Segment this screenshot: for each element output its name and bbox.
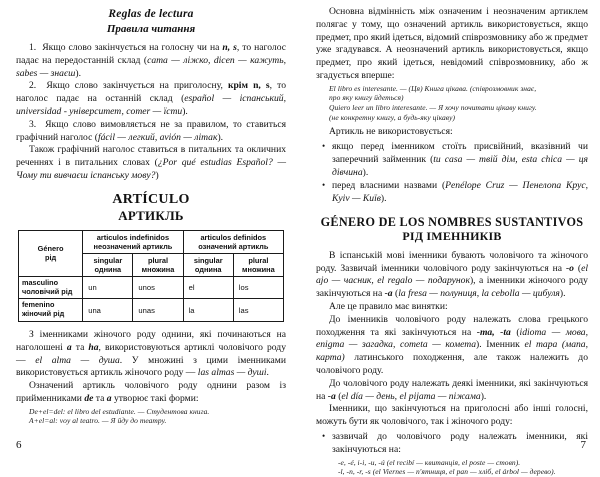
paragraph-consonant-endings: Іменники, що закінчуються на приголосні або інші голосні, можуть бути як чоловічого, так і жіночого роду: — [316, 403, 588, 428]
cell-masc-indef-plural: unos — [133, 276, 183, 299]
rule-3-text-c: ). — [217, 131, 224, 143]
table-row — [19, 299, 284, 322]
def-plural-es: plural — [248, 255, 269, 265]
alma-text-e: . — [266, 367, 269, 379]
rule-2-text-b: , то наголос падає на останній склад ( — [16, 80, 287, 105]
bullet-2-example: Penélope Cruz — Пенелопа Крус, Kyiv — Київ — [332, 180, 589, 205]
greek-example-mapa: el mapa (мапа, карта) — [316, 339, 588, 364]
definite-header-es: articulos definidos — [200, 232, 267, 242]
bullet-2-text-a: перед власними назвами ( — [332, 180, 446, 192]
gender-text-e: ). — [559, 288, 566, 300]
paragraph-contractions — [16, 380, 286, 406]
paragraph-article-difference: Основна відмінність між означеним і неозначеним артиклем полягає у тому, що означений артикль використовується, якщо предмет, про який ідеться, відомий співрозмовнику або ж предмет уже згадувався. А неозначений артикль використовується, якщо предмет, про який ідеться, невідомий співрозмовнику, або ж згадується вперше: — [316, 6, 588, 81]
reading-rule-3 — [16, 119, 286, 145]
alma-example: el alma — душа — [35, 354, 120, 366]
consonant-example-vowels: -e, -é, i-i, -u, -ú (el recibí — квитанція, el poste — стовп). — [338, 457, 521, 467]
gender-text-b: ( — [573, 262, 582, 274]
example-el-libro-line1: El libro es interesante. — (Ця) Книга цікава. (співрозмовник знає, — [329, 83, 537, 93]
indef-singular-es: singular — [93, 255, 123, 265]
row-gender-feminine — [19, 299, 83, 322]
rule-3-text-a: Якщо слово вимовляється не за правилом, то ставиться графічний наголос ( — [16, 118, 286, 143]
indefinite-header-es: articulos indefinidos — [96, 232, 170, 242]
greek-text-a: До іменників чоловічого роду належать слова грецького походження та які закінчуються на — [316, 313, 588, 338]
reading-rule-2 — [16, 80, 286, 118]
exceptions-lead: Але це правило має винятки: — [329, 300, 448, 312]
gender-header-uk: рід — [44, 253, 57, 263]
bullet-1-example: tu casa — твій дім, esta chica — ця дівчина — [332, 153, 588, 178]
rule-3-example: fácil — легкий, avión — літак — [97, 131, 218, 143]
accent-text-a: Також графічний наголос ставиться в питальних та окличних реченнях і в питальних словах ( — [16, 144, 286, 169]
left-page — [0, 0, 300, 458]
rule-2-bold-a: крім n, s — [227, 80, 270, 92]
rule-1-example: cama — ліжко, dicen — кажуть, sabes — знаєш — [16, 54, 286, 79]
table-header-def-plural — [233, 253, 283, 276]
articles-table — [18, 230, 284, 322]
accent-text-b: ) — [155, 169, 159, 181]
right-page — [300, 0, 600, 477]
table-header-def-singular — [183, 253, 233, 276]
cell-fem-indef-singular: una — [83, 299, 133, 322]
dia-examples: el día — день, el pijama — піжама — [341, 390, 481, 402]
feminine-uk: жіночий рід — [22, 309, 65, 319]
rule-1-text-b: , то наголос падає на передостанній склад ( — [16, 41, 287, 66]
rule-2-example: español — іспанський, universidad - університет, comer — їсти — [16, 93, 286, 117]
de-text-a: Означений артикль чоловічого роду однини разом із прийменниками — [16, 380, 286, 404]
section-heading-genero: GÉNERO DE LOS NOMBRES SUSTANTIVOS — [320, 214, 584, 229]
indefinite-header-uk: неозначений артикль — [93, 241, 173, 251]
greek-text-d: латинського походження, але також належить до чоловічого роду. — [316, 352, 588, 376]
gender-text-c: ), а іменники жіночого роду закінчуються на — [316, 275, 588, 300]
alma-text-c: , використовуються артиклі чоловічого роду — — [16, 341, 286, 366]
rule-1-text-a: Якщо слово закінчується на голосну чи на — [42, 41, 223, 53]
graphic-accent-paragraph — [16, 144, 286, 182]
page-number-left: 6 — [16, 439, 22, 451]
definite-header-uk: означений артикль — [198, 241, 269, 251]
table-header-definite — [183, 230, 283, 253]
bullet-2-text-b: ). — [380, 193, 387, 205]
dia-text-c: ). — [480, 390, 487, 402]
cell-masc-def-singular: el — [183, 276, 233, 299]
page-number-right: 7 — [580, 439, 586, 451]
rule-1-text-c: ). — [75, 67, 81, 79]
cell-masc-def-plural: los — [233, 276, 283, 299]
dia-text-b: ( — [335, 390, 342, 402]
masculine-es: masculino — [22, 277, 59, 287]
cell-masc-indef-singular: un — [83, 276, 133, 299]
section-heading-articulo: ARTÍCULO — [112, 191, 190, 207]
de-bold: de — [84, 392, 94, 404]
greek-text-b: ( — [510, 326, 520, 338]
gender-bold-o: -o — [565, 262, 574, 274]
contraction-example-al: A+el=al: voy al teatro. — Я йду до театру. — [29, 416, 167, 426]
cell-fem-def-plural: las — [233, 299, 283, 322]
de-text-c: утворює такі форми: — [111, 392, 199, 404]
no-article-lead: Артикль не використовується: — [329, 126, 453, 138]
table-header-gender — [19, 230, 83, 276]
consonant-bullet-list — [316, 431, 588, 457]
feminine-es: femenino — [22, 300, 55, 310]
alma-bold-a: a — [66, 341, 72, 353]
gender-example-fem: la fresa — полуниця, la cebolla — цибуля — [398, 288, 560, 300]
gender-bold-a: -a — [384, 288, 393, 300]
table-header-indefinite — [83, 230, 183, 253]
rule-2-text-c: ). — [182, 105, 188, 117]
gender-text-d: ( — [392, 288, 399, 300]
consonant-example-consonants: -l, -n, -r, -s (el Viernes — п'ятниця, el pan — хліб, el árbol — дерево). — [338, 467, 556, 477]
rule-2-text-a: Якщо слово закінчується на приголосну, — [46, 80, 228, 92]
rule-1-bold-a: n, s — [222, 41, 237, 53]
cell-fem-def-singular: la — [183, 299, 233, 322]
page-title-ukrainian: Правила читання — [106, 22, 196, 35]
example-el-libro-line2: про яку книгу йдеться) — [329, 93, 404, 103]
indef-singular-uk: однина — [94, 264, 122, 274]
def-plural-uk: множина — [242, 264, 275, 274]
gender-text-a: В іспанській мові іменники бувають чоловічого та жіночого роду. Зазвичай іменники чоловічого роду закінчуються на — [316, 249, 588, 274]
table-header-row-groups — [19, 230, 284, 253]
section-heading-artykl: АРТИКЛЬ — [118, 207, 184, 223]
contraction-example-del: De+el=del: el libro del estudiante. — Студентова книга. — [29, 406, 210, 416]
masculine-uk: чоловічий рід — [22, 286, 73, 296]
def-singular-es: singular — [193, 255, 223, 265]
indef-plural-uk: множина — [141, 264, 175, 274]
bullet-1-text-a: якщо перед іменником стоїть присвійний, вказівний чи заперечний займенник ( — [332, 140, 588, 165]
paragraph-greek-origin — [316, 314, 588, 378]
greek-examples: idioma — мова, enigma — загадка, cometa — комета — [316, 326, 588, 351]
bullet-1-text-b: ). — [362, 166, 369, 178]
example-quiero-leer-line2: (не конкретну книгу, а будь-яку цікаву) — [329, 112, 455, 122]
alma-text-d: . У множині з цими іменниками використовується артикль жіночого роду — — [16, 354, 286, 379]
example-quiero-leer-line1: Quiero leer un libro interesante. — Я хочу почитати цікаву книгу. — [329, 102, 537, 112]
section-heading-rid-imennykiv: РІД ІМЕННИКІВ — [402, 228, 502, 243]
list-item — [316, 180, 588, 206]
de-text-b: та — [93, 392, 107, 404]
dia-text-a: До чоловічого роду належать деякі іменники, які закінчуються на — [316, 377, 588, 402]
gender-example-masc: el ajo — часник, el regalo — подарунок — [316, 262, 588, 287]
rule-1-number: 1. — [29, 41, 37, 53]
page-title-spanish: Reglas de lectura — [108, 8, 194, 20]
rule-2-number: 2. — [29, 80, 37, 92]
table-header-indef-singular — [83, 253, 133, 276]
alma-text-a: З іменниками жіночого роду однини, які починаються на наголошені — [16, 328, 286, 353]
rule-3-number: 3. — [29, 118, 37, 130]
paragraph-el-alma — [16, 329, 286, 380]
table-header-indef-plural — [133, 253, 183, 276]
accent-example: ¿Por qué estudias Español? — Чому ти вивчаєш іспанську мову? — [16, 157, 286, 181]
alma-example-plural: las almas — душі — [197, 367, 267, 379]
list-item — [316, 141, 588, 179]
indef-plural-es: plural — [147, 255, 169, 265]
alma-text-b: та — [71, 341, 89, 353]
table-row — [19, 276, 284, 299]
gender-header-es: Género — [37, 244, 64, 254]
paragraph-masc-a-endings — [316, 378, 588, 404]
paragraph-gender-basics — [316, 250, 588, 301]
list-item: • зазвичай до чоловічого роду належать іменники, які закінчуються на: — [316, 431, 588, 457]
alma-bold-ha: ha — [88, 341, 99, 353]
greek-bold-endings: -ma, -ta — [476, 326, 511, 338]
a-bold: a — [106, 392, 112, 404]
dia-bold-a: -a — [327, 390, 336, 402]
def-singular-uk: однина — [194, 264, 222, 274]
row-gender-masculine — [19, 276, 83, 299]
no-article-bullet-list — [316, 141, 588, 206]
reading-rule-1 — [16, 42, 286, 80]
greek-text-c: ). Іменник — [476, 339, 525, 351]
cell-fem-indef-plural: unas — [133, 299, 183, 322]
